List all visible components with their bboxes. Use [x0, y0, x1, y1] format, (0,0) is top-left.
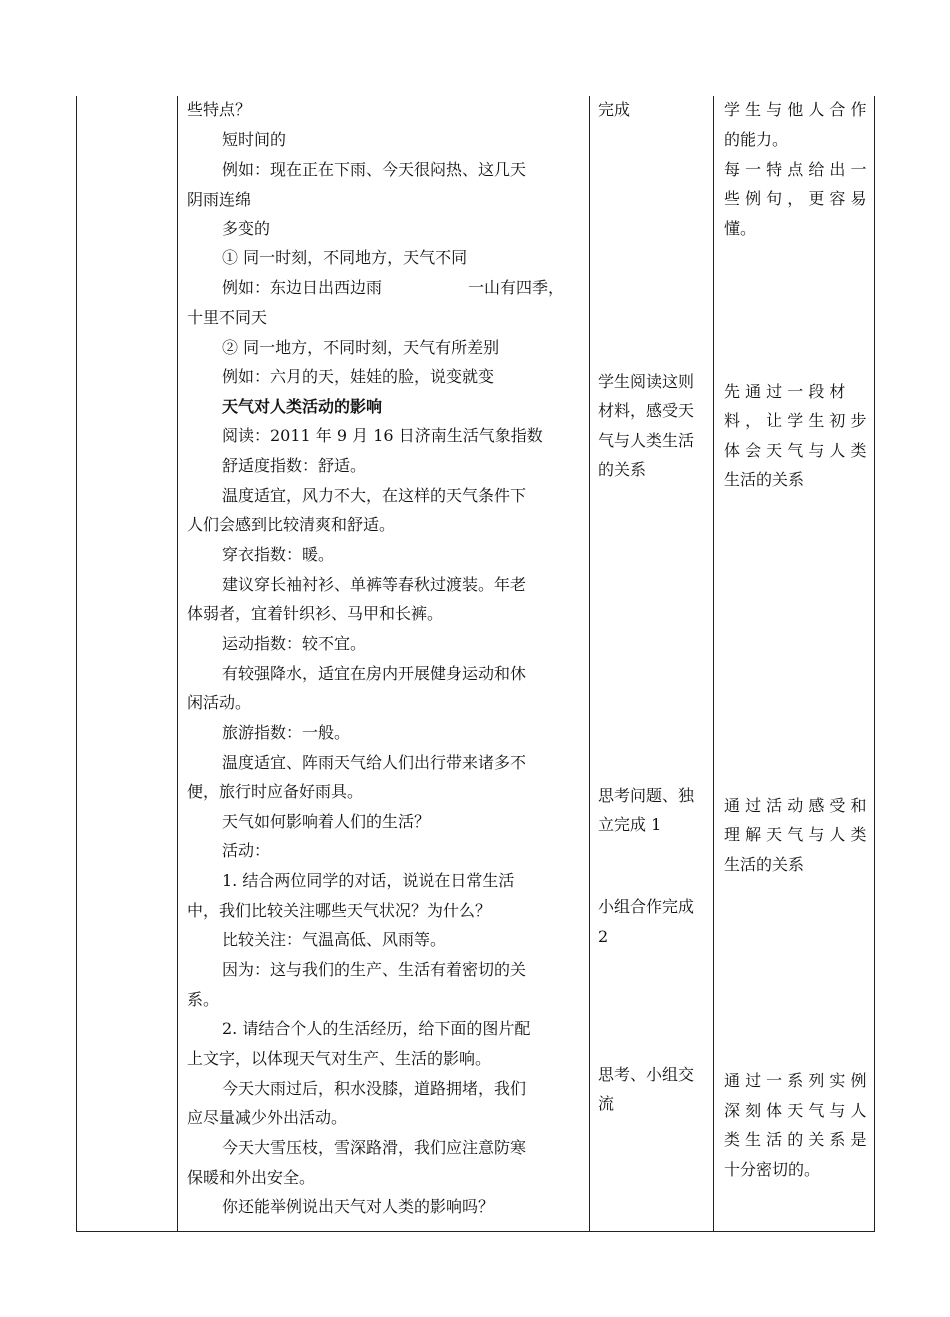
content-line: 穿衣指数：暖。: [222, 545, 335, 564]
content-line: 便，旅行时应备好雨具。: [187, 782, 364, 801]
content-line: 中，我们比较关注哪些天气状况？为什么？: [187, 901, 492, 920]
table-border-left: [76, 96, 77, 1232]
content-line: 比较关注：气温高低、风雨等。: [222, 930, 447, 949]
student-activity-line: 立完成 1: [598, 815, 662, 834]
content-line: 例如：东边日出西边雨: [222, 278, 383, 297]
content-line: 人们会感到比较清爽和舒适。: [187, 515, 396, 534]
content-line: 保暖和外出安全。: [187, 1168, 316, 1187]
content-line: 阅读：2011 年 9 月 16 日济南生活气象指数: [222, 426, 543, 445]
content-line: 例如：六月的天，娃娃的脸，说变就变: [222, 367, 495, 386]
content-line: 十里不同天: [187, 308, 268, 327]
design-intent-line: 类 生 活 的 关 系 是: [724, 1130, 867, 1149]
content-line: 些特点？: [187, 100, 252, 119]
content-line: 阴雨连绵: [187, 190, 252, 209]
student-activity-line: 材料，感受天: [598, 401, 695, 420]
content-line: 多变的: [222, 219, 271, 238]
content-line: ① 同一时刻，不同地方，天气不同: [222, 248, 468, 267]
section-heading: 天气对人类活动的影响: [222, 397, 383, 416]
student-activity-line: 思考、小组交: [598, 1065, 695, 1084]
content-line: 体弱者，宜着针织衫、马甲和长裤。: [187, 604, 444, 623]
content-line: 运动指数：较不宜。: [222, 634, 367, 653]
content-line: 旅游指数：一般。: [222, 723, 351, 742]
student-activity-line: 思考问题、独: [598, 786, 695, 805]
student-activity-line: 完成: [598, 100, 631, 119]
table-divider-3: [713, 96, 714, 1232]
student-activity-line: 学生阅读这则: [598, 372, 695, 391]
content-line: 你还能举例说出天气对人类的影响吗？: [222, 1197, 495, 1216]
design-intent-line: 生活的关系: [724, 470, 805, 489]
table-border-bottom: [76, 1231, 875, 1232]
content-line: 天气如何影响着人们的生活？: [222, 812, 431, 831]
design-intent-line: 先 通 过 一 段 材: [724, 382, 846, 401]
table-border-right: [874, 96, 875, 1232]
content-line: ② 同一地方，不同时刻，天气有所差别: [222, 338, 500, 357]
content-line: 有较强降水，适宜在房内开展健身运动和休: [222, 664, 527, 683]
design-intent-line: 每 一 特 点 给 出 一: [724, 160, 867, 179]
design-intent-line: 学 生 与 他 人 合 作: [724, 100, 867, 119]
design-intent-line: 通 过 一 系 列 实 例: [724, 1071, 867, 1090]
student-activity-line: 2: [598, 927, 609, 946]
content-line: 应尽量减少外出活动。: [187, 1108, 348, 1127]
content-line: 1. 结合两位同学的对话，说说在日常生活: [222, 871, 515, 890]
content-line: 建议穿长袖衬衫、单裤等春秋过渡装。年老: [222, 575, 527, 594]
content-line: 因为：这与我们的生产、生活有着密切的关: [222, 960, 527, 979]
design-intent-line: 些 例 句 ， 更 容 易: [724, 189, 867, 208]
student-activity-line: 的关系: [598, 460, 647, 479]
content-line: 今天大雪压枝，雪深路滑，我们应注意防寒: [222, 1138, 527, 1157]
content-line: 上文字，以体现天气对生产、生活的影响。: [187, 1049, 492, 1068]
student-activity-line: 气与人类生活: [598, 431, 695, 450]
design-intent-line: 通 过 活 动 感 受 和: [724, 796, 867, 815]
design-intent-line: 深 刻 体 天 气 与 人: [724, 1101, 867, 1120]
content-line: 温度适宜，风力不大，在这样的天气条件下: [222, 486, 527, 505]
design-intent-line: 理 解 天 气 与 人 类: [724, 825, 867, 844]
student-activity-line: 流: [598, 1094, 615, 1113]
content-line: 闲活动。: [187, 693, 252, 712]
content-line: 舒适度指数：舒适。: [222, 456, 367, 475]
student-activity-line: 小组合作完成: [598, 897, 695, 916]
table-divider-1: [177, 96, 178, 1232]
design-intent-line: 生活的关系: [724, 855, 805, 874]
design-intent-line: 的能力。: [724, 130, 789, 149]
content-line: 一山有四季，: [468, 278, 565, 297]
content-line: 温度适宜、阵雨天气给人们出行带来诸多不: [222, 753, 527, 772]
design-intent-line: 十分密切的。: [724, 1160, 821, 1179]
design-intent-line: 体 会 天 气 与 人 类: [724, 441, 867, 460]
content-line: 2. 请结合个人的生活经历，给下面的图片配: [222, 1019, 531, 1038]
design-intent-line: 料 ， 让 学 生 初 步: [724, 411, 867, 430]
content-line: 今天大雨过后，积水没膝，道路拥堵，我们: [222, 1079, 527, 1098]
content-line: 例如：现在正在下雨、今天很闷热、这几天: [222, 160, 527, 179]
table-divider-2: [589, 96, 590, 1232]
content-line: 活动：: [222, 841, 271, 860]
content-line: 短时间的: [222, 130, 287, 149]
design-intent-line: 懂。: [724, 219, 757, 238]
content-line: 系。: [187, 990, 220, 1009]
